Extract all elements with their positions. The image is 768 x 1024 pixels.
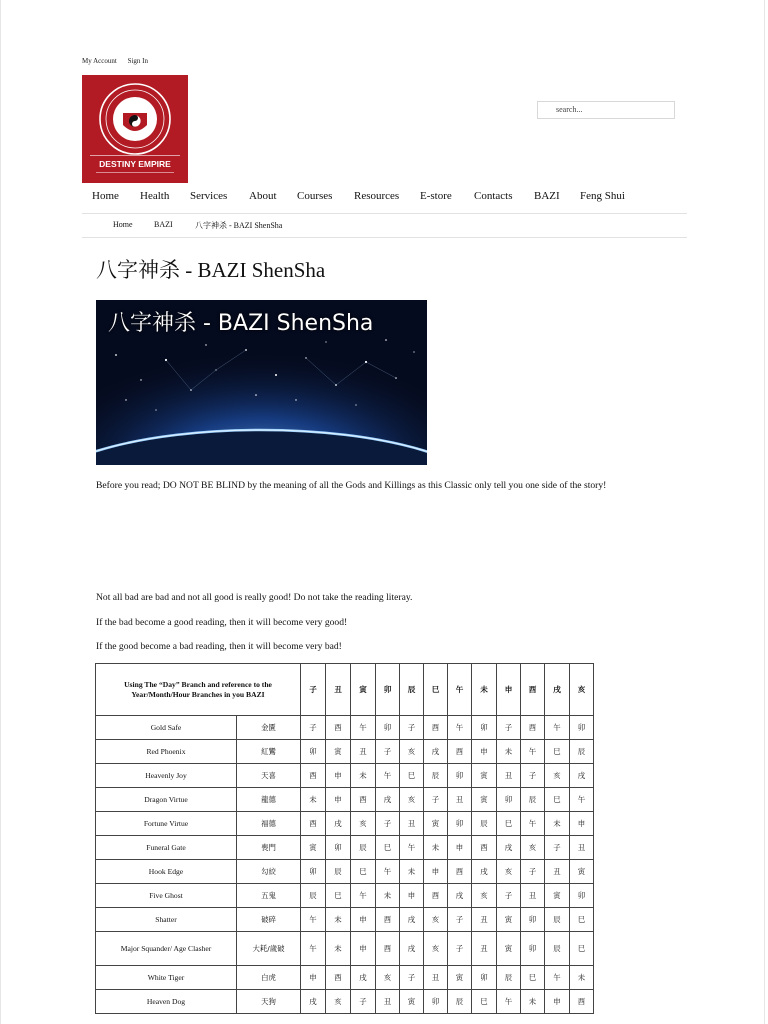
branch-cell: 子 <box>301 716 326 740</box>
branch-cell: 酉 <box>376 932 400 966</box>
sign-in-link[interactable]: Sign In <box>127 57 148 65</box>
branch-cell: 巳 <box>326 884 351 908</box>
branch-cell: 未 <box>301 788 326 812</box>
branch-cell: 申 <box>351 908 376 932</box>
shensha-name-en: Funeral Gate <box>96 836 237 860</box>
top-links <box>82 57 157 65</box>
shensha-name-en: Dragon Virtue <box>96 788 237 812</box>
branch-cell: 未 <box>326 908 351 932</box>
banner-title: 八字神杀 - BAZI ShenSha <box>108 311 374 336</box>
shensha-name-cn: 龍德 <box>237 788 301 812</box>
branch-cell: 酉 <box>351 788 376 812</box>
branch-cell: 酉 <box>448 740 472 764</box>
shensha-name-cn: 勾絞 <box>237 860 301 884</box>
branch-cell: 亥 <box>545 764 570 788</box>
branch-cell: 寅 <box>326 740 351 764</box>
branch-cell: 午 <box>448 716 472 740</box>
branch-cell: 卯 <box>472 716 497 740</box>
breadcrumb-home[interactable]: Home <box>113 220 133 229</box>
branch-cell: 辰 <box>326 860 351 884</box>
breadcrumb-divider <box>82 237 687 238</box>
branch-cell: 酉 <box>301 764 326 788</box>
search-input[interactable]: search... <box>537 101 675 119</box>
branch-cell: 酉 <box>424 716 448 740</box>
shensha-name-en: Red Phoenix <box>96 740 237 764</box>
branch-header: 卯 <box>376 664 400 716</box>
branch-cell: 卯 <box>326 836 351 860</box>
branch-cell: 未 <box>570 966 594 990</box>
shensha-name-cn: 天喜 <box>237 764 301 788</box>
branch-cell: 巳 <box>570 908 594 932</box>
branch-cell: 丑 <box>351 740 376 764</box>
branch-cell: 寅 <box>472 764 497 788</box>
branch-cell: 卯 <box>301 740 326 764</box>
nav-divider <box>82 213 687 214</box>
branch-cell: 戌 <box>376 788 400 812</box>
branch-cell: 午 <box>376 764 400 788</box>
branch-cell: 申 <box>301 966 326 990</box>
branch-cell: 辰 <box>570 740 594 764</box>
page-frame-right <box>764 0 765 1024</box>
branch-cell: 亥 <box>497 860 521 884</box>
branch-cell: 辰 <box>545 932 570 966</box>
branch-cell: 卯 <box>497 788 521 812</box>
table-row <box>96 740 594 764</box>
branch-cell: 未 <box>497 740 521 764</box>
branch-cell: 卯 <box>424 990 448 1014</box>
branch-cell: 辰 <box>472 812 497 836</box>
nav-estore[interactable]: E-store <box>420 190 452 202</box>
branch-cell: 辰 <box>424 764 448 788</box>
branch-cell: 午 <box>400 836 424 860</box>
branch-cell: 申 <box>448 836 472 860</box>
branch-cell: 亥 <box>326 990 351 1014</box>
branch-cell: 未 <box>545 812 570 836</box>
branch-cell: 未 <box>521 990 545 1014</box>
table-corner-header: Using The “Day” Branch and reference to the Year/Month/Hour Branches in you BAZI <box>96 664 301 716</box>
table-row <box>96 836 594 860</box>
branch-cell: 巳 <box>472 990 497 1014</box>
branch-cell: 申 <box>545 990 570 1014</box>
branch-cell: 未 <box>424 836 448 860</box>
branch-cell: 卯 <box>448 812 472 836</box>
table-row <box>96 860 594 884</box>
shensha-name-cn: 白虎 <box>237 966 301 990</box>
shensha-name-cn: 大耗/歲破 <box>237 932 301 966</box>
branch-cell: 丑 <box>570 836 594 860</box>
branch-cell: 丑 <box>472 908 497 932</box>
branch-cell: 午 <box>497 990 521 1014</box>
branch-cell: 丑 <box>521 884 545 908</box>
branch-cell: 午 <box>301 932 326 966</box>
table-row <box>96 716 594 740</box>
paragraph-2: If the bad become a good reading, then it will become very good! <box>96 617 348 628</box>
branch-cell: 巳 <box>351 860 376 884</box>
shensha-name-en: White Tiger <box>96 966 237 990</box>
branch-cell: 未 <box>351 764 376 788</box>
branch-cell: 申 <box>326 788 351 812</box>
nav-resources[interactable]: Resources <box>354 190 400 202</box>
branch-cell: 戌 <box>472 860 497 884</box>
branch-cell: 酉 <box>521 716 545 740</box>
branch-cell: 午 <box>521 812 545 836</box>
branch-cell: 酉 <box>326 716 351 740</box>
branch-header: 子 <box>301 664 326 716</box>
table-row <box>96 812 594 836</box>
branch-cell: 卯 <box>570 716 594 740</box>
breadcrumb-current: 八字神杀 - BAZI ShenSha <box>195 221 283 230</box>
branch-cell: 亥 <box>351 812 376 836</box>
branch-cell: 丑 <box>545 860 570 884</box>
branch-cell: 辰 <box>521 788 545 812</box>
branch-cell: 戌 <box>400 908 424 932</box>
table-row <box>96 932 594 966</box>
branch-cell: 亥 <box>376 966 400 990</box>
branch-cell: 巳 <box>570 932 594 966</box>
table-row <box>96 764 594 788</box>
branch-cell: 子 <box>376 740 400 764</box>
branch-cell: 申 <box>351 932 376 966</box>
intro-paragraph: Before you read; DO NOT BE BLIND by the meaning of all the Gods and Killings as this Classic only tell you one side of the story! <box>96 480 607 491</box>
branch-cell: 子 <box>521 860 545 884</box>
shensha-table <box>95 663 594 1014</box>
branch-cell: 子 <box>521 764 545 788</box>
branch-cell: 亥 <box>472 884 497 908</box>
table-row <box>96 788 594 812</box>
branch-cell: 酉 <box>326 966 351 990</box>
branch-header: 未 <box>472 664 497 716</box>
branch-cell: 寅 <box>301 836 326 860</box>
branch-cell: 子 <box>376 812 400 836</box>
branch-cell: 子 <box>545 836 570 860</box>
branch-cell: 寅 <box>472 788 497 812</box>
branch-cell: 酉 <box>472 836 497 860</box>
branch-cell: 寅 <box>497 908 521 932</box>
branch-cell: 戌 <box>326 812 351 836</box>
shensha-name-cn: 紅鸞 <box>237 740 301 764</box>
table-header-row <box>96 664 594 716</box>
branch-cell: 子 <box>424 788 448 812</box>
branch-header: 亥 <box>570 664 594 716</box>
nav-about[interactable]: About <box>249 190 277 202</box>
branch-cell: 午 <box>545 966 570 990</box>
branch-cell: 申 <box>570 812 594 836</box>
branch-cell: 申 <box>424 860 448 884</box>
site-logo[interactable] <box>82 75 188 183</box>
shensha-name-cn: 福德 <box>237 812 301 836</box>
branch-cell: 子 <box>400 966 424 990</box>
branch-cell: 卯 <box>376 716 400 740</box>
branch-cell: 辰 <box>448 990 472 1014</box>
destiny-empire-emblem-icon <box>82 75 188 183</box>
branch-cell: 巳 <box>400 764 424 788</box>
branch-cell: 子 <box>351 990 376 1014</box>
branch-cell: 酉 <box>424 884 448 908</box>
paragraph-1: Not all bad are bad and not all good is really good! Do not take the reading literay. <box>96 592 413 603</box>
page-title: 八字神杀 - BAZI ShenSha <box>96 258 326 282</box>
branch-cell: 巳 <box>545 788 570 812</box>
branch-cell: 午 <box>521 740 545 764</box>
branch-header: 丑 <box>326 664 351 716</box>
shensha-name-en: Fortune Virtue <box>96 812 237 836</box>
branch-cell: 午 <box>351 716 376 740</box>
branch-cell: 辰 <box>545 908 570 932</box>
logo-wordmark: DESTINY EMPIRE <box>99 159 171 169</box>
branch-cell: 戌 <box>424 740 448 764</box>
branch-cell: 戌 <box>497 836 521 860</box>
branch-cell: 申 <box>400 884 424 908</box>
branch-cell: 丑 <box>424 966 448 990</box>
branch-cell: 丑 <box>376 990 400 1014</box>
branch-cell: 午 <box>545 716 570 740</box>
branch-cell: 卯 <box>301 860 326 884</box>
table-row <box>96 908 594 932</box>
breadcrumb-bazi[interactable]: BAZI <box>154 220 173 229</box>
branch-cell: 戌 <box>570 764 594 788</box>
branch-cell: 寅 <box>400 990 424 1014</box>
branch-cell: 未 <box>376 884 400 908</box>
branch-cell: 酉 <box>301 812 326 836</box>
page-frame-left <box>0 0 1 1024</box>
shensha-name-cn: 金匱 <box>237 716 301 740</box>
branch-cell: 卯 <box>472 966 497 990</box>
branch-cell: 亥 <box>521 836 545 860</box>
branch-cell: 子 <box>497 716 521 740</box>
table-row <box>96 990 594 1014</box>
shensha-name-en: Gold Safe <box>96 716 237 740</box>
branch-cell: 寅 <box>570 860 594 884</box>
branch-header: 申 <box>497 664 521 716</box>
table-row <box>96 966 594 990</box>
nav-health[interactable]: Health <box>140 190 170 202</box>
branch-cell: 亥 <box>400 740 424 764</box>
branch-cell: 寅 <box>545 884 570 908</box>
shensha-name-cn: 喪門 <box>237 836 301 860</box>
branch-cell: 戌 <box>448 884 472 908</box>
nav-home[interactable]: Home <box>92 190 119 202</box>
branch-cell: 亥 <box>424 932 448 966</box>
branch-cell: 巳 <box>376 836 400 860</box>
my-account-link[interactable]: My Account <box>82 57 117 65</box>
branch-cell: 戌 <box>301 990 326 1014</box>
branch-cell: 戌 <box>400 932 424 966</box>
branch-cell: 子 <box>497 884 521 908</box>
shensha-name-en: Heavenly Joy <box>96 764 237 788</box>
shensha-name-cn: 天狗 <box>237 990 301 1014</box>
branch-cell: 亥 <box>424 908 448 932</box>
branch-cell: 卯 <box>570 884 594 908</box>
nav-bazi[interactable]: BAZI <box>534 190 560 202</box>
shensha-name-en: Heaven Dog <box>96 990 237 1014</box>
banner-image <box>96 300 427 465</box>
nav-services[interactable]: Services <box>190 190 228 202</box>
branch-header: 辰 <box>400 664 424 716</box>
shensha-name-en: Five Ghost <box>96 884 237 908</box>
branch-cell: 巳 <box>521 966 545 990</box>
branch-cell: 申 <box>472 740 497 764</box>
branch-cell: 午 <box>301 908 326 932</box>
branch-cell: 酉 <box>376 908 400 932</box>
branch-cell: 未 <box>400 860 424 884</box>
branch-cell: 酉 <box>448 860 472 884</box>
branch-cell: 申 <box>326 764 351 788</box>
branch-cell: 卯 <box>448 764 472 788</box>
branch-cell: 寅 <box>424 812 448 836</box>
shensha-name-cn: 破碎 <box>237 908 301 932</box>
branch-cell: 辰 <box>497 966 521 990</box>
branch-cell: 寅 <box>497 932 521 966</box>
branch-header: 戌 <box>545 664 570 716</box>
branch-cell: 酉 <box>570 990 594 1014</box>
branch-cell: 卯 <box>521 908 545 932</box>
branch-cell: 寅 <box>448 966 472 990</box>
nav-contacts[interactable]: Contacts <box>474 190 513 202</box>
paragraph-3: If the good become a bad reading, then it will become very bad! <box>96 641 342 652</box>
branch-cell: 午 <box>376 860 400 884</box>
branch-cell: 未 <box>326 932 351 966</box>
shensha-name-cn: 五鬼 <box>237 884 301 908</box>
branch-header: 午 <box>448 664 472 716</box>
nav-courses[interactable]: Courses <box>297 190 333 202</box>
branch-cell: 丑 <box>472 932 497 966</box>
branch-cell: 丑 <box>400 812 424 836</box>
branch-cell: 卯 <box>521 932 545 966</box>
branch-cell: 午 <box>351 884 376 908</box>
nav-feng-shui[interactable]: Feng Shui <box>580 190 625 202</box>
branch-header: 巳 <box>424 664 448 716</box>
branch-cell: 巳 <box>497 812 521 836</box>
branch-cell: 子 <box>448 932 472 966</box>
table-row <box>96 884 594 908</box>
shensha-name-en: Shatter <box>96 908 237 932</box>
branch-cell: 子 <box>448 908 472 932</box>
branch-cell: 子 <box>400 716 424 740</box>
shensha-name-en: Major Squander/ Age Clasher <box>96 932 237 966</box>
branch-cell: 巳 <box>545 740 570 764</box>
shensha-name-en: Hook Edge <box>96 860 237 884</box>
branch-cell: 亥 <box>400 788 424 812</box>
branch-cell: 辰 <box>301 884 326 908</box>
branch-header: 寅 <box>351 664 376 716</box>
branch-cell: 辰 <box>351 836 376 860</box>
branch-header: 酉 <box>521 664 545 716</box>
branch-cell: 丑 <box>448 788 472 812</box>
branch-cell: 戌 <box>351 966 376 990</box>
branch-cell: 丑 <box>497 764 521 788</box>
branch-cell: 午 <box>570 788 594 812</box>
